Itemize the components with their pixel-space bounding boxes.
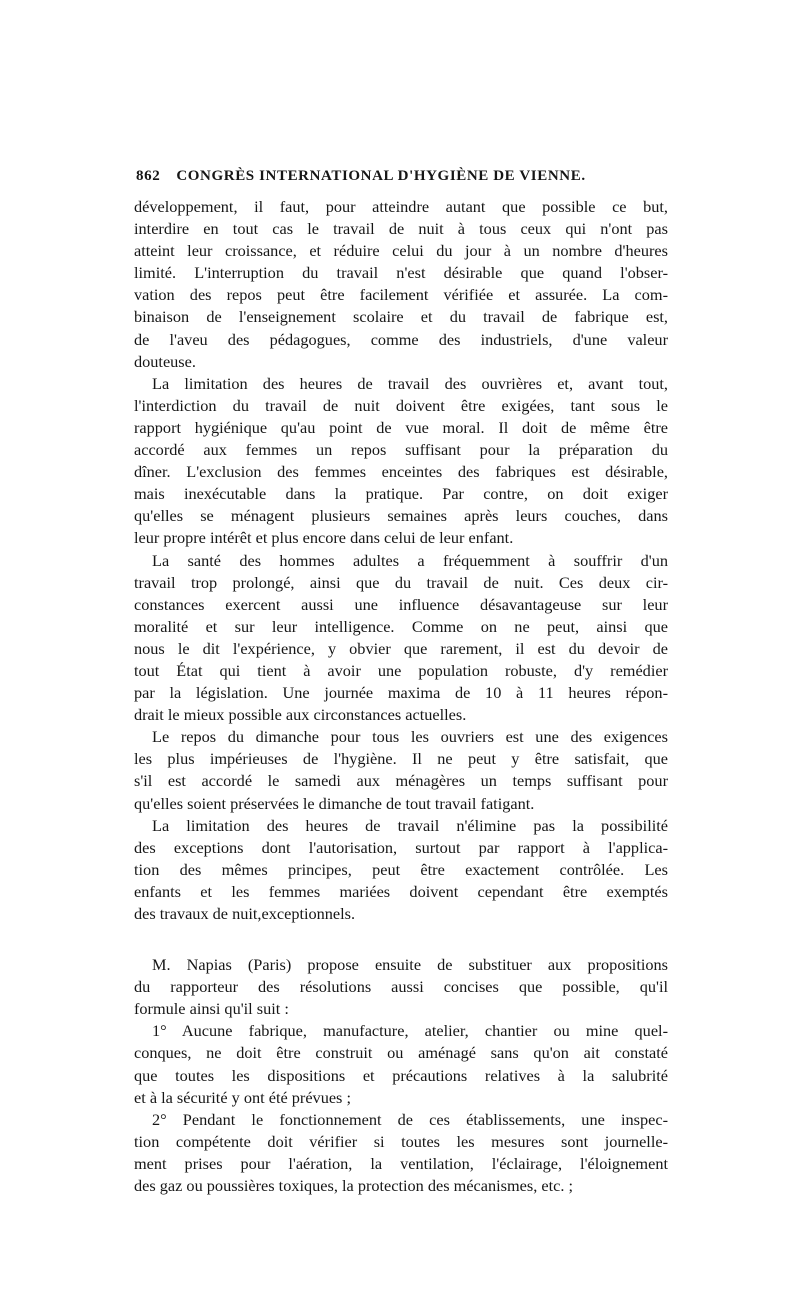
running-header [136, 168, 676, 185]
text-line: conques, ne doit être construit ou aménagé sans qu'on ait constaté [134, 1043, 668, 1063]
running-title: CONGRÈS INTERNATIONAL D'HYGIÈNE DE VIENNE. [176, 168, 586, 184]
text-line: ment prises pour l'aération, la ventilation, l'éclairage, l'éloignement [134, 1153, 668, 1173]
page-number: 862 [136, 168, 161, 184]
text-line: travail trop prolongé, ainsi que du travail de nuit. Ces deux cir- [134, 572, 668, 592]
text-line: l'interdiction du travail de nuit doivent être exigées, tant sous le [134, 395, 668, 415]
text-line: que toutes les dispositions et précautions relatives à la salubrité [134, 1065, 668, 1085]
text-line: douteuse. [134, 351, 196, 371]
paragraph-children-work [134, 196, 668, 373]
paragraph-sunday-rest [134, 726, 668, 814]
text-line: qu'elles se ménagent plusieurs semaines après leurs couches, dans [134, 506, 668, 526]
paragraph-napias-proposal [134, 954, 668, 1020]
text-line: de l'aveu des pédagogues, comme des industriels, d'une valeur [134, 329, 668, 349]
text-line: tout État qui tient à avoir une population robuste, d'y remédier [134, 660, 668, 680]
text-line: leur propre intérêt et plus encore dans celui de leur enfant. [134, 528, 514, 548]
text-line: limité. L'interruption du travail n'est désirable que quand l'obser- [134, 263, 668, 283]
text-line: enfants et les femmes mariées doivent cependant être exemptés [134, 881, 668, 901]
text-line: qu'elles soient préservées le dimanche de tout travail fatigant. [134, 793, 535, 813]
text-line: tion compétente doit vérifier si toutes les mesures sont journelle- [134, 1131, 668, 1151]
text-line: du rapporteur des résolutions aussi concises que possible, qu'il [134, 977, 668, 997]
text-line: tion des mêmes principes, peut être exactement contrôlée. Les [134, 859, 668, 879]
text-line: les plus impérieuses de l'hygiène. Il ne peut y être satisfait, que [134, 749, 668, 769]
text-line: vation des repos peut être facilement vérifiée et assurée. La com- [134, 285, 668, 305]
text-line: accordé aux femmes un repos suffisant pour la préparation du [134, 440, 668, 460]
text-line: dîner. L'exclusion des femmes enceintes des fabriques est désirable, [134, 462, 668, 482]
text-line: et à la sécurité y ont été prévues ; [134, 1087, 351, 1107]
text-line: des gaz ou poussières toxiques, la protection des mécanismes, etc. ; [134, 1176, 574, 1196]
text-line: La limitation des heures de travail des ouvrières et, avant tout, [152, 373, 668, 393]
text-line: développement, il faut, pour atteindre autant que possible ce but, [134, 197, 668, 216]
text-line: des exceptions dont l'autorisation, surtout par rapport à l'applica- [134, 837, 668, 857]
resolution-item-1 [134, 1020, 668, 1108]
text-line: binaison de l'enseignement scolaire et du travail de fabrique est, [134, 307, 668, 327]
text-line: des travaux de nuit,exceptionnels. [134, 904, 356, 923]
text-line: rapport hygiénique qu'au point de vue moral. Il doit de même être [134, 417, 668, 437]
text-line: M. Napias (Paris) propose ensuite de substituer aux propositions [152, 955, 668, 975]
text-line: La limitation des heures de travail n'élimine pas la possibilité [152, 815, 668, 835]
text-line: Le repos du dimanche pour tous les ouvriers est une des exigences [152, 727, 668, 747]
text-line: 1° Aucune fabrique, manufacture, atelier, chantier ou mine quel- [152, 1021, 668, 1041]
text-line: atteint leur croissance, et réduire celui du jour à un nombre d'heures [134, 241, 668, 261]
paragraph-women-workers [134, 373, 668, 550]
text-line: 2° Pendant le fonctionnement de ces établissements, une inspec- [152, 1109, 668, 1129]
text-line: interdire en tout cas le travail de nuit à tous ceux qui n'ont pas [134, 219, 668, 239]
text-line: moralité et sur leur intelligence. Comme on ne peut, ainsi que [134, 616, 668, 636]
text-line: nous le dit l'expérience, y obvier que rarement, il est du devoir de [134, 638, 668, 658]
text-line: formule ainsi qu'il suit : [134, 999, 289, 1019]
paragraph-exceptions [134, 815, 668, 925]
text-line: constances exercent aussi une influence désavantageuse sur leur [134, 594, 668, 614]
section-gap [134, 925, 668, 954]
text-line: drait le mieux possible aux circonstances actuelles. [134, 705, 467, 725]
text-line: La santé des hommes adultes a fréquemment à souffrir d'un [152, 550, 668, 570]
text-line: mais inexécutable dans la pratique. Par contre, on doit exiger [134, 484, 668, 504]
resolution-item-2 [134, 1109, 668, 1197]
body-text [134, 196, 668, 1197]
text-line: par la législation. Une journée maxima de 10 à 11 heures répon- [134, 683, 668, 703]
text-line: s'il est accordé le samedi aux ménagères un temps suffisant pour [134, 771, 668, 791]
paragraph-adult-men [134, 550, 668, 727]
